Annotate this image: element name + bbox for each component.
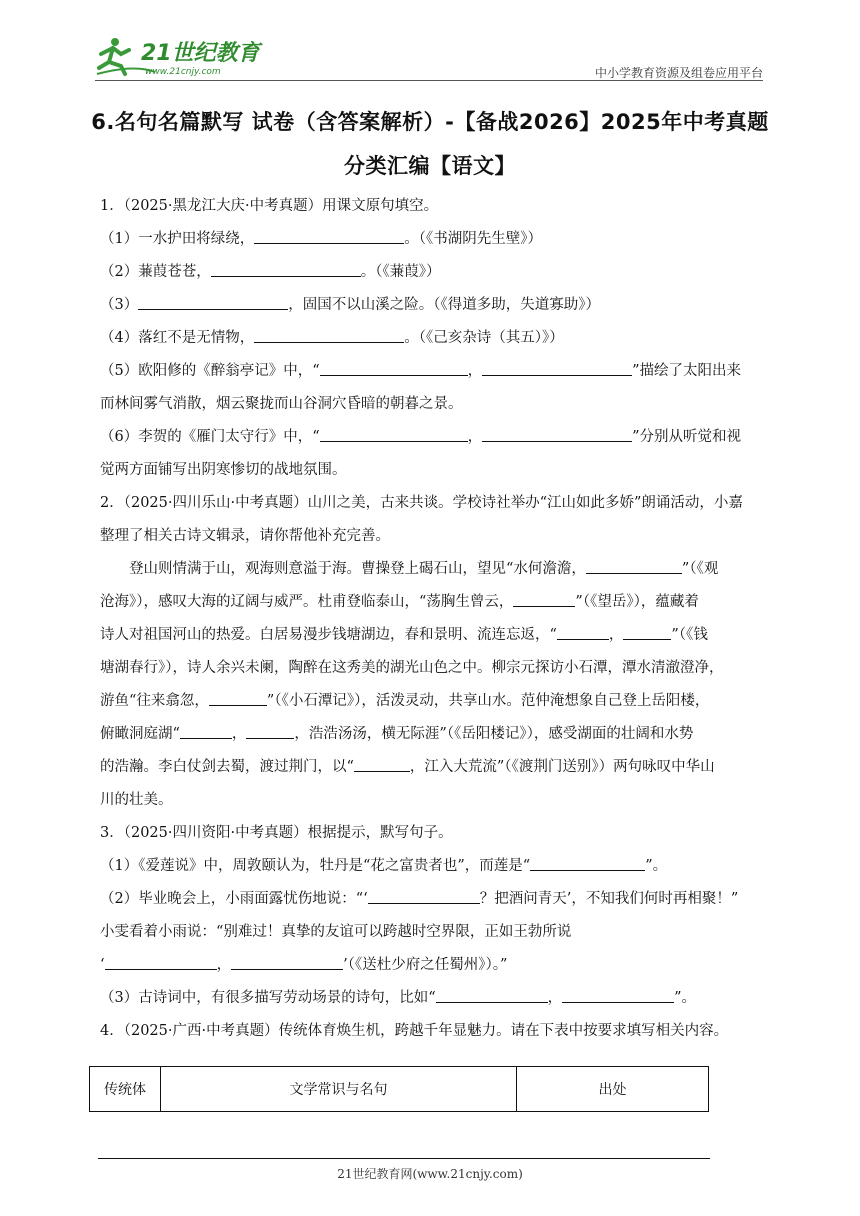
answer-blank[interactable] (513, 590, 575, 607)
q2-passage-line: 游鱼“往来翕忽， ”（《小石潭记》），活泼灵动，共享山水。范仲淹想象自己登上岳阳楼， (100, 685, 765, 718)
q1-item-5-cont: 而林间雾气消散，烟云聚拢而山谷洞穴昏暗的朝暮之景。 (100, 396, 463, 412)
q1-item-3: （3） ，固国不以山溪之险。（《得道多助，失道寡助》） (100, 289, 765, 322)
answer-blank[interactable] (530, 854, 645, 871)
q2-passage-line: 的浩瀚。李白仗剑去蜀，渡过荆门，以“ ，江入大荒流”（《渡荆门送别》）两句咏叹中华山 (100, 751, 765, 784)
q4-table (89, 1066, 709, 1112)
table-header-cell: 传统体 (90, 1067, 161, 1112)
q3-item-2-cont: ‘ ， ’（《送杜少府之任蜀州》）。” (100, 949, 765, 982)
document-body (100, 190, 765, 1048)
q3-item-2-cont: 小雯看着小雨说：“别难过！真挚的友谊可以跨越时空界限，正如王勃所说 (100, 924, 572, 940)
q2-passage-line: 川的壮美。 (100, 792, 173, 808)
q4-stem: 4．（2025·广西·中考真题）传统体育焕生机，跨越千年显魅力。请在下表中按要求填写相关内容。 (100, 1023, 729, 1039)
answer-blank[interactable] (562, 986, 674, 1003)
q3-item-3: （3）古诗词中，有很多描写劳动场景的诗句，比如“ ， ”。 (100, 982, 765, 1015)
footer-divider (98, 1158, 710, 1159)
q2-passage-line: 俯瞰洞庭湖“ ， ，浩浩汤汤，横无际涯”（《岳阳楼记》），感受湖面的壮阔和水势 (100, 718, 765, 751)
page-title: 6.名句名篇默写 试卷（含答案解析）-【备战2026】2025年中考真题 (91, 110, 769, 134)
q2-stem-cont: 整理了相关古诗文辑录，请你帮他补充完善。 (100, 528, 390, 544)
answer-blank[interactable] (482, 425, 632, 442)
answer-blank[interactable] (320, 425, 468, 442)
answer-blank[interactable] (209, 689, 267, 706)
q3-stem: 3．（2025·四川资阳·中考真题）根据提示，默写句子。 (100, 825, 453, 841)
q3-item-1: （1）《爱莲说》中，周敦颐认为，牡丹是“花之富贵者也”，而莲是“ ”。 (100, 850, 765, 883)
answer-blank[interactable] (231, 953, 343, 970)
answer-blank[interactable] (138, 293, 288, 310)
answer-blank[interactable] (105, 953, 217, 970)
q1-item-4: （4）落红不是无情物， 。（《己亥杂诗（其五）》） (100, 322, 765, 355)
table-header-cell: 文学常识与名句 (161, 1067, 517, 1112)
answer-blank[interactable] (436, 986, 548, 1003)
table-header-row (90, 1067, 709, 1112)
footer-text: 21世纪教育网(www.21cnjy.com) (337, 1167, 523, 1181)
q1-item-1: （1）一水护田将绿绕， 。（《书湖阴先生壁》） (100, 223, 765, 256)
answer-blank[interactable] (557, 623, 609, 640)
page-title-line2: 分类汇编【语文】 (344, 154, 516, 178)
q1-stem: 1．（2025·黑龙江大庆·中考真题）用课文原句填空。 (100, 198, 439, 214)
answer-blank[interactable] (586, 557, 682, 574)
q2-stem: 2．（2025·四川乐山·中考真题）山川之美，古来共谈。学校诗社举办“江山如此多娇”朗诵活动，小嘉 (100, 495, 743, 511)
answer-blank[interactable] (482, 359, 632, 376)
answer-blank[interactable] (254, 227, 404, 244)
q2-passage-line: 诗人对祖国河山的热爱。白居易漫步钱塘湖边，春和景明、流连忘返，“ ， ”（《钱 (100, 619, 765, 652)
q3-item-2: （2）毕业晚会上，小雨面露忧伤地说：“‘ ？把酒问青天’，不知我们何时再相聚！” (100, 883, 765, 916)
q2-passage-line: 沧海》），感叹大海的辽阔与威严。杜甫登临泰山，“荡胸生曾云， ”（《望岳》），蕴藏着 (100, 586, 765, 619)
site-logo (95, 34, 265, 78)
header-divider (95, 80, 763, 81)
answer-blank[interactable] (354, 755, 410, 772)
platform-name: 中小学教育资源及组卷应用平台 (594, 66, 763, 80)
page-header (95, 30, 763, 82)
answer-blank[interactable] (320, 359, 468, 376)
answer-blank[interactable] (246, 722, 294, 739)
logo-text: 21世纪教育 (141, 41, 260, 66)
q1-item-6-cont: 觉两方面铺写出阴寒惨切的战地氛围。 (100, 462, 347, 478)
q1-item-5: （5）欧阳修的《醉翁亭记》中，“ ， ”描绘了太阳出来 (100, 355, 765, 388)
table-header-cell: 出处 (517, 1067, 709, 1112)
q2-passage-line: 登山则情满于山，观海则意溢于海。曹操登上碣石山，望见“水何澹澹， ”（《观 (100, 553, 765, 586)
answer-blank[interactable] (623, 623, 671, 640)
answer-blank[interactable] (211, 260, 361, 277)
answer-blank[interactable] (254, 326, 404, 343)
q1-item-6: （6）李贺的《雁门太守行》中，“ ， ”分别从听觉和视 (100, 421, 765, 454)
answer-blank[interactable] (368, 887, 480, 904)
q2-passage-line: 塘湖春行》），诗人余兴未阑，陶醉在这秀美的湖光山色之中。柳宗元探访小石潭，潭水清澈澄净， (100, 660, 724, 676)
q1-item-2: （2）蒹葭苍苍， 。（《蒹葭》） (100, 256, 765, 289)
logo-url: www.21cnjy.com (145, 67, 221, 77)
answer-blank[interactable] (180, 722, 232, 739)
